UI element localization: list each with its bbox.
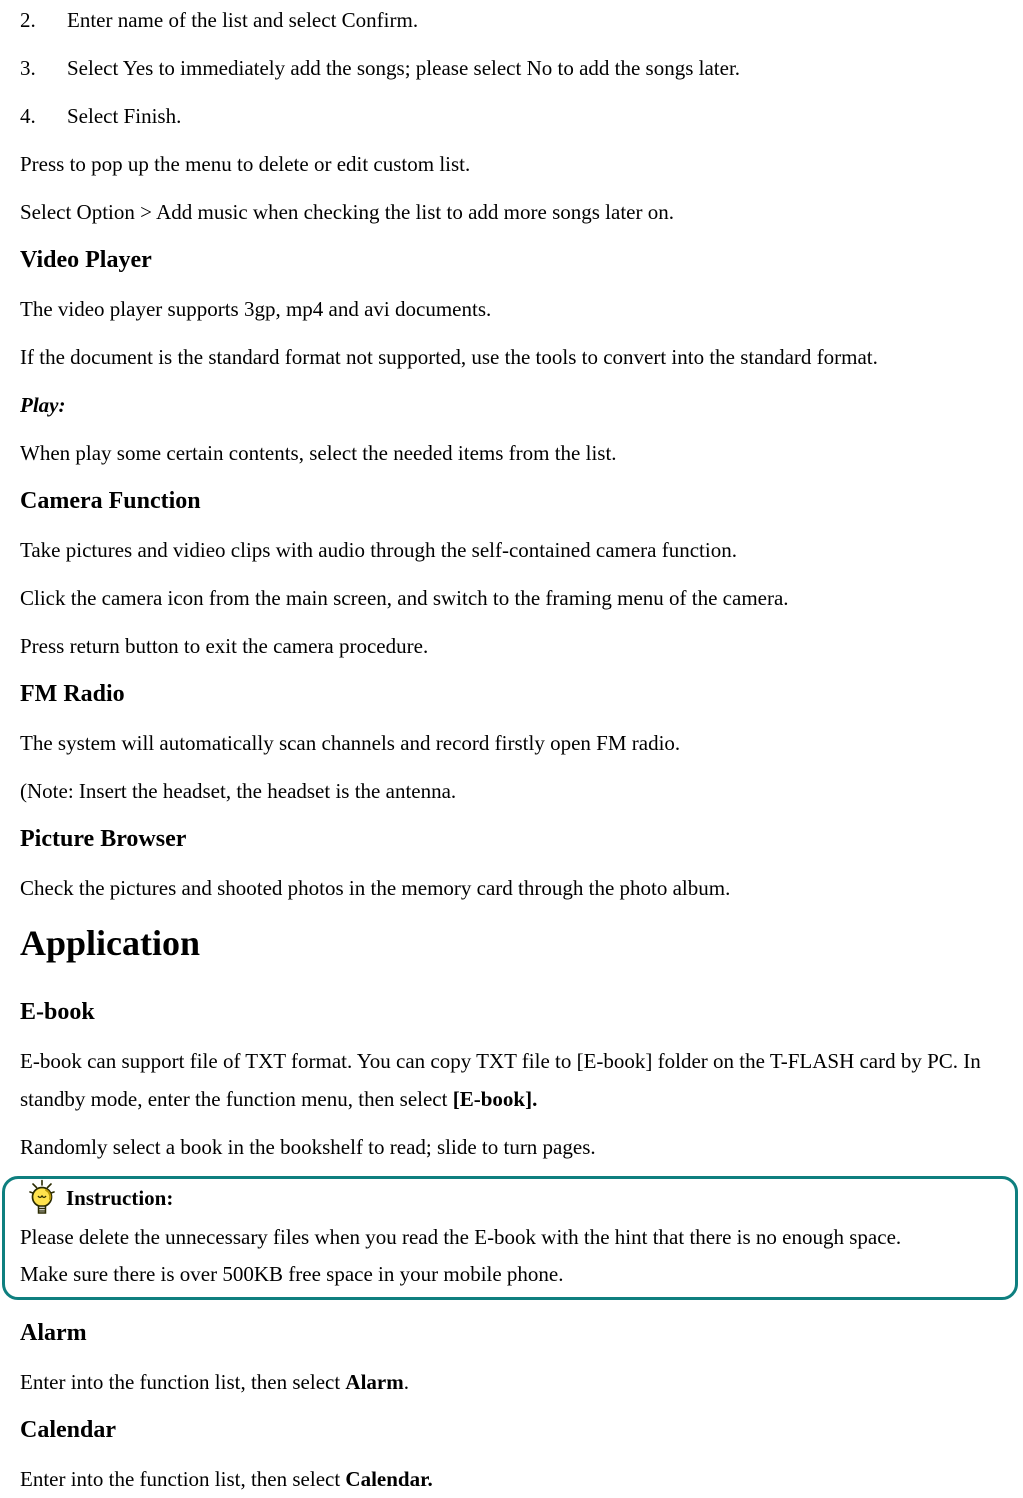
heading-camera-function: Camera Function [20,488,201,514]
list-number: 4. [20,104,36,128]
paragraph-play-label [20,386,1023,424]
play-label: Play: [20,393,66,417]
ebook-line1: E-book can support file of TXT format. You can copy TXT file to [E-book] folder on the T-FLASH card by PC. In [20,1049,981,1073]
paragraph-play-contents: When play some certain contents, select the needed items from the list. [20,441,617,465]
ebook-line2-bold: [E-book]. [452,1087,538,1111]
alarm-suffix: . [403,1370,409,1394]
alarm-bold: Alarm [345,1370,404,1394]
paragraph-camera-click: Click the camera icon from the main screen, and switch to the framing menu of the camera. [20,586,789,610]
numbered-list-item-2 [20,1,1023,39]
numbered-list-item-4 [20,97,1023,135]
paragraph-picture-check: Check the pictures and shooted photos in the memory card through the photo album. [20,876,731,900]
heading-alarm: Alarm [20,1320,87,1346]
calendar-text: Enter into the function list, then select [20,1467,346,1491]
ebook-line2-text: standby mode, enter the function menu, then select [20,1087,453,1111]
paragraph-camera-return: Press return button to exit the camera procedure. [20,634,429,658]
paragraph-fm-note: (Note: Insert the headset, the headset is the antenna. [20,779,457,803]
instruction-line-2: Make sure there is over 500KB free space in your mobile phone. [20,1262,564,1286]
alarm-text: Enter into the function list, then select [20,1370,346,1394]
paragraph-alarm [20,1363,1023,1401]
paragraph-ebook-support [20,1042,1023,1118]
numbered-list-item-3 [20,49,1023,87]
paragraph-camera-take: Take pictures and vidieo clips with audio through the self-contained camera function. [20,538,737,562]
paragraph-ebook-randomly: Randomly select a book in the bookshelf to read; slide to turn pages. [20,1135,596,1159]
instruction-box [2,1176,1018,1300]
list-number: 2. [20,8,36,32]
heading-application: Application [20,923,201,963]
heading-calendar: Calendar [20,1417,116,1443]
heading-fm-radio: FM Radio [20,681,125,707]
paragraph-fm-scan: The system will automatically scan channels and record firstly open FM radio. [20,731,681,755]
list-number: 3. [20,56,36,80]
paragraph-calendar [20,1460,1023,1498]
paragraph-video-convert: If the document is the standard format not supported, use the tools to convert into the standard format. [20,345,878,369]
paragraph-select-option: Select Option > Add music when checking the list to add more songs later on. [20,200,674,224]
instruction-title: Instruction: [66,1186,174,1210]
heading-ebook: E-book [20,999,95,1025]
paragraph-press-menu: Press to pop up the menu to delete or edit custom list. [20,152,471,176]
list-text: Select Yes to immediately add the songs; please select No to add the songs later. [67,56,741,80]
lightbulb-icon [28,1179,58,1221]
list-text: Enter name of the list and select Confirm. [67,8,419,32]
paragraph-video-formats: The video player supports 3gp, mp4 and avi documents. [20,297,492,321]
calendar-bold: Calendar. [345,1467,433,1491]
list-text: Select Finish. [67,104,182,128]
heading-video-player: Video Player [20,247,152,273]
instruction-line-1: Please delete the unnecessary files when you read the E-book with the hint that there is no enough space. [20,1225,902,1249]
instruction-box-header [20,1181,1000,1219]
heading-picture-browser: Picture Browser [20,826,187,852]
